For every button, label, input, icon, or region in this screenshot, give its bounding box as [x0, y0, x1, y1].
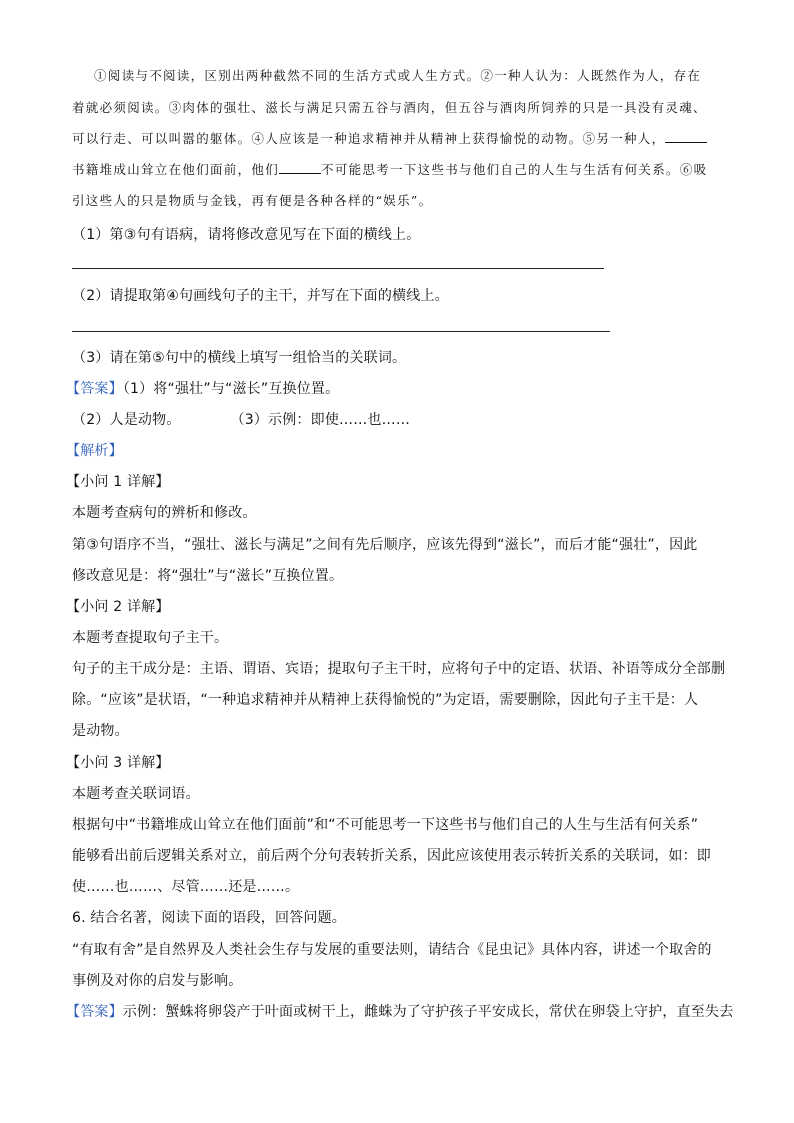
sub3-line-1: 本题考查关联词语。: [72, 786, 200, 802]
sub3-line-4: 使……也……、尽管……还是……。: [72, 879, 300, 895]
sub3-line-2: 根据句中“书籍堆成山耸立在他们面前”和“不可能思考一下这些书与他们自己的人生与生活有何关系”: [72, 817, 699, 833]
analysis-tag: 【解析】: [66, 443, 123, 459]
sub1-line-3: 修改意见是：将“强壮”与“滋长”互换位置。: [72, 568, 344, 584]
passage-line-1: ①阅读与不阅读，区别出两种截然不同的生活方式或人生方式。②一种人认为：人既然作为人，存在: [94, 68, 702, 83]
passage-line-5: 引这些人的只是物质与金钱，再有便是各种各样的“娱乐”。: [72, 193, 433, 208]
passage-line-3: [72, 129, 707, 149]
answer-line-a2: [72, 410, 410, 430]
question-6-answer: [66, 1002, 733, 1022]
answer-line-2: [72, 331, 610, 332]
sub2-line-2: 句子的主干成分是：主语、谓语、宾语；提取句子主干时，应将句子中的定语、状语、补语等成分全部删: [72, 661, 726, 677]
passage-line-3-text: 可以行走、可以叫嚣的躯体。④人应该是一种追求精神并从精神上获得愉悦的动物。⑤另一种人，: [72, 131, 666, 146]
answer-3: （3）示例：即使……也……: [230, 412, 411, 428]
sub2-line-3: 除。“应该”是状语，“一种追求精神并从精神上获得愉悦的”为定语，需要删除，因此句子主干是：人: [72, 692, 699, 708]
passage-line-2: 着就必须阅读。③肉体的强壮、滋长与满足只需五谷与酒肉，但五谷与酒肉所饲养的只是一具没有灵魂、: [72, 100, 707, 115]
question-6-line-1: “有取有舍”是自然界及人类社会生存与发展的重要法则，请结合《昆虫记》具体内容，讲述一个取舍的: [72, 942, 712, 958]
answer-1: （1）将“强壮”与“滋长”互换位置。: [122, 381, 340, 397]
question-6-line-2: 事例及对你的启发与影响。: [72, 973, 243, 989]
sub2-line-1: 本题考查提取句子主干。: [72, 630, 229, 646]
sub1-title: 【小问 1 详解】: [66, 474, 170, 490]
answer-tag-q6: 【答案】: [66, 1004, 123, 1020]
sub2-title: 【小问 2 详解】: [66, 599, 170, 615]
fill-blank-1: [665, 130, 707, 143]
passage-line-4-part-a: 书籍堆成山耸立在他们面前，他们: [72, 162, 280, 177]
sub2-line-4: 是动物。: [72, 723, 129, 739]
fill-blank-2: [279, 161, 321, 174]
answer-line-1: [72, 268, 604, 269]
question-2: （2）请提取第④句画线句子的主干，并写在下面的横线上。: [72, 288, 449, 304]
sub3-line-3: 能够看出前后逻辑关系对立，前后两个分句表转折关系，因此应该使用表示转折关系的关联词，如：即: [72, 848, 711, 864]
sub1-line-1: 本题考查病句的辨析和修改。: [72, 505, 257, 521]
question-1: （1）第③句有语病，请将修改意见写在下面的横线上。: [72, 227, 421, 243]
answer-tag: 【答案】: [66, 381, 123, 397]
sub3-title: 【小问 3 详解】: [66, 755, 170, 771]
passage-line-4-part-b: 不可能思考一下这些书与他们自己的人生与生活有何关系。⑥吸: [321, 162, 708, 177]
question-3: （3）请在第⑤句中的横线上填写一组恰当的关联词。: [72, 350, 407, 366]
answer-2: （2）人是动物。: [72, 412, 181, 428]
question-6-title: 6. 结合名著，阅读下面的语段，回答问题。: [72, 910, 347, 926]
sub1-line-2: 第③句语序不当，“强壮、滋长与满足”之间有先后顺序，应该先得到“滋长”，而后才能“强壮”，因此: [72, 537, 698, 553]
answer-text-q6: 示例：蟹蛛将卵袋产于叶面或树干上，雌蛛为了守护孩子平安成长，常伏在卵袋上守护，直至失去: [122, 1004, 734, 1020]
answer-line-a1: [66, 379, 339, 399]
passage-line-4: [72, 160, 707, 180]
